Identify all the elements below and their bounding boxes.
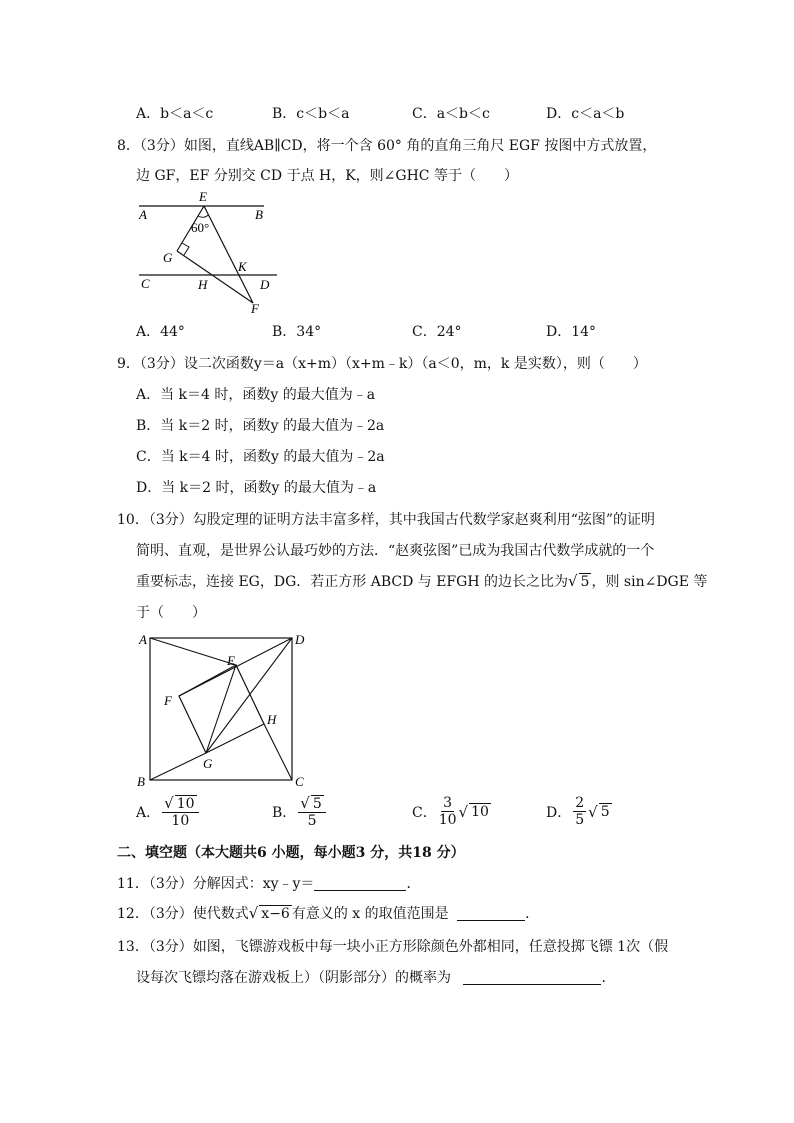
q8-label-e: E [199, 189, 207, 204]
q8-option-b: B．34° [272, 324, 322, 340]
q10-option-a [136, 795, 201, 829]
q8-label-a: A [139, 207, 147, 222]
q10-stem-line4: 于（ ） [136, 605, 206, 621]
q8-option-d: D．14° [546, 324, 597, 340]
q8-label-f: F [251, 301, 259, 316]
q10-option-a-numerator: 10 [176, 796, 195, 812]
q10-stem-line3 [136, 571, 707, 591]
q10-stem-line1: 10．（3分）勾股定理的证明方法丰富多样，其中我国古代数学家赵爽利用“弦图”的证明 [117, 512, 656, 528]
q10-label-c: C [295, 774, 304, 789]
q9-option-a: A．当 k＝4 时，函数y 的最大值为﹣a [136, 387, 376, 403]
q11-end: ． [406, 876, 421, 892]
q12-end: ． [525, 906, 540, 922]
q10-segment-ch [264, 724, 292, 780]
q13-stem-line2 [136, 967, 615, 987]
q7-option-d: D．c＜a＜b [546, 106, 625, 122]
q9-option-b: B．当 k＝2 时，函数y 的最大值为﹣2a [136, 418, 385, 434]
q8-option-a: A．44° [136, 324, 185, 340]
q10-option-b-fraction [298, 795, 325, 829]
q10-option-b-denominator: 5 [307, 813, 317, 830]
q8-label-g: G [163, 250, 173, 265]
q10-figure [134, 628, 314, 790]
q10-option-d-radicand: 5 [600, 804, 610, 821]
q10-option-c-label: C． [412, 804, 437, 821]
q10-option-b-numerator: 5 [312, 796, 322, 812]
q8-angle-arc [198, 215, 208, 217]
q10-label-h: H [267, 712, 277, 727]
q10-option-d [546, 795, 612, 828]
q10-label-a: A [139, 632, 147, 647]
q7-option-b: B．c＜b＜a [272, 106, 350, 122]
q8-label-h: H [198, 277, 208, 292]
q11 [117, 873, 420, 893]
q10-segment-ae [150, 638, 236, 665]
q9-stem: 9．（3分）设二次函数y＝a（x+m）（x+m﹣k）（a＜0，m，k 是实数），则（ ） [117, 356, 647, 372]
q10-label-f: F [164, 693, 172, 708]
q9-option-d: D．当 k＝2 时，函数y 的最大值为﹣a [136, 480, 377, 496]
section-2-title: 二、填空题（本大题共6 小题，每小题3 分，共18 分） [117, 845, 465, 861]
q10-radicand: 5 [580, 574, 590, 590]
q10-option-c-denominator: 10 [438, 812, 457, 829]
radical-sign: √ [567, 572, 578, 590]
q10-label-d: D [295, 632, 305, 647]
radical-sign: √ [300, 794, 310, 812]
q10-option-c-fraction [439, 795, 457, 828]
q10-label-g: G [203, 756, 213, 771]
q11-answer-blank[interactable] [314, 876, 406, 891]
q10-option-c-radicand: 10 [471, 804, 489, 821]
q8-right-angle-mark [182, 243, 189, 255]
q10-label-b: B [137, 774, 145, 789]
q10-stem-line3-start: 重要标志，连接 EG，DG．若正方形 ABCD 与 EFGH 的边长之比为 [136, 574, 568, 590]
q13-stem-line2-text: 设每次飞镖均落在游戏板上）（阴影部分）的概率为 [136, 970, 451, 986]
q8-segment-ef [204, 206, 253, 303]
q10-stem-line2: 简明、直观，是世界公认最巧妙的方法．“赵爽弦图”已成为我国古代数学成就的一个 [136, 543, 655, 559]
q9-option-c: C．当 k＝4 时，函数y 的最大值为﹣2a [136, 449, 385, 465]
q12-post: 有意义的 x 的取值范围是 [291, 906, 449, 922]
q10-option-a-denominator: 10 [171, 813, 190, 830]
q8-stem-line2: 边 GF，EF 分别交 CD 于点 H，K，则∠GHC 等于（ ） [136, 168, 518, 184]
q13-end: ． [601, 970, 616, 986]
q10-option-d-label: D． [546, 804, 572, 821]
q10-option-b-label: B． [272, 805, 297, 822]
q10-option-c-numerator: 3 [443, 795, 453, 811]
q10-label-e: E [227, 653, 235, 668]
q8-option-c: C．24° [412, 324, 462, 340]
q8-label-angle: 60° [191, 220, 210, 235]
q10-option-d-fraction [573, 795, 586, 828]
q10-option-d-numerator: 2 [575, 795, 585, 811]
q10-option-a-fraction [162, 795, 198, 829]
radical-sign: √ [248, 904, 259, 922]
radical-sign: √ [458, 802, 469, 821]
q12-answer-blank[interactable] [457, 906, 525, 921]
q7-option-c: C．a＜b＜c [412, 106, 490, 122]
q8-label-b: B [255, 207, 263, 222]
q13-answer-blank[interactable] [463, 970, 601, 985]
q10-stem-line3-end: ，则 sin∠DGE 等 [591, 574, 708, 590]
q7-option-a: A．b＜a＜c [136, 106, 214, 122]
q11-text: 11．（3分）分解因式：xy﹣y＝ [117, 876, 315, 892]
q10-option-b [272, 795, 328, 829]
q12 [117, 903, 539, 923]
q10-option-a-label: A． [136, 805, 161, 822]
q13-stem-line1: 13．（3分）如图，飞镖游戏板中每一块小正方形除颜色外都相同，任意投掷飞镖 1次（假 [117, 939, 669, 955]
q10-option-d-denominator: 5 [575, 812, 585, 829]
q8-stem-line1: 8．（3分）如图，直线AB∥CD，将一个含 60° 角的直角三角尺 EGF 按图中方式放置， [117, 138, 657, 154]
q12-pre: 12．（3分）使代数式 [117, 906, 249, 922]
q8-label-d: D [260, 277, 270, 292]
q8-label-c: C [141, 276, 150, 291]
q8-figure [134, 188, 284, 316]
radical-sign: √ [164, 794, 174, 812]
q10-segment-dg [206, 638, 292, 753]
q8-label-k: K [238, 259, 247, 274]
q12-radicand: x−6 [261, 906, 290, 922]
q10-option-c [412, 795, 491, 828]
q10-segment-bg [150, 753, 206, 780]
radical-sign: √ [588, 802, 598, 821]
